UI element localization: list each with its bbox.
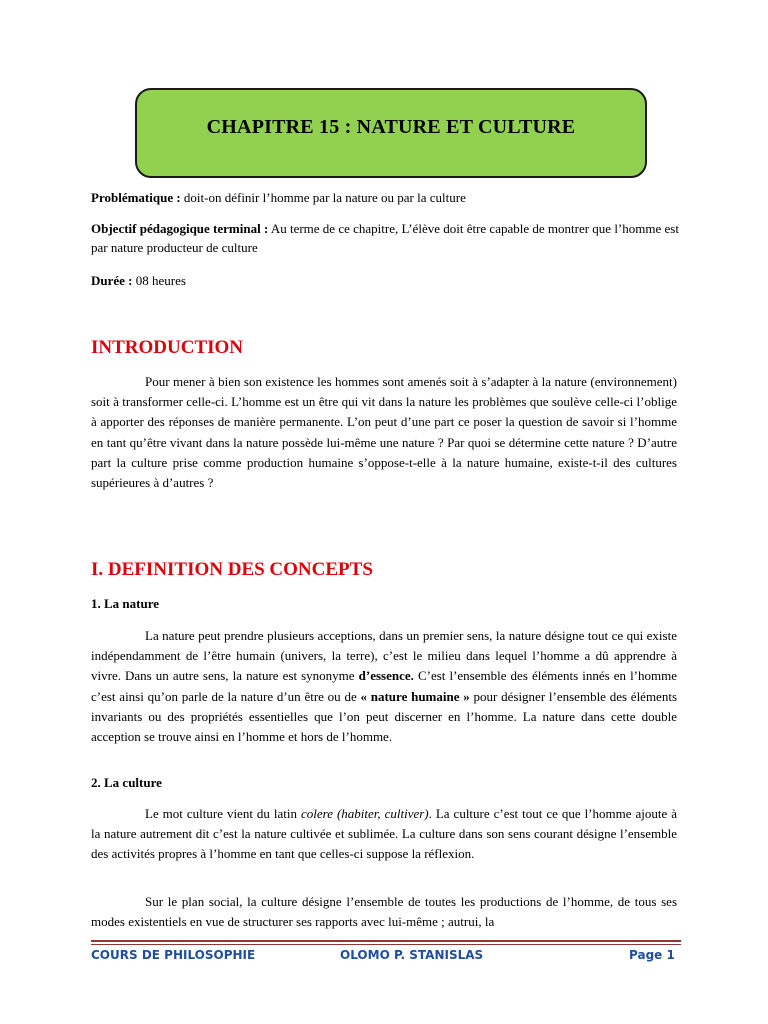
chapter-title: CHAPITRE 15 : NATURE ET CULTURE xyxy=(206,115,576,138)
culture-paragraph-2: Sur le plan social, la culture désigne l’ensemble de toutes les productions de l’homme, de tous ses modes existentiels en vue de structurer ses rapports avec lui-même ; autrui, la xyxy=(91,894,677,930)
problematique-label: Problématique : xyxy=(91,190,181,205)
section-definition-heading: I. DEFINITION DES CONCEPTS xyxy=(91,559,373,580)
culture-italic-latin: colere (habiter, cultiver) xyxy=(300,806,429,821)
nature-subheading: 1. La nature xyxy=(91,596,160,611)
nature-text-1: La nature peut prendre plusieurs acceptions, dans un premier sens, la nature désigne tout ce qui existe indépendamment de l’être humain (univers, la terre), c’est le milieu dans lequel l’homme a dû apprendre à vivre. Dans un autre sens, la nature est synonyme xyxy=(91,628,677,684)
objectif-label: Objectif pédagogique terminal : xyxy=(91,221,269,236)
footer-rule-thin xyxy=(91,944,681,945)
nature-paragraph xyxy=(91,626,677,747)
objectif-text: Au terme de ce chapitre, L’élève doit être capable de montrer que l’homme est par nature producteur de culture xyxy=(91,221,679,255)
problematique-text: doit-on définir l’homme par la nature ou par la culture xyxy=(180,190,466,205)
duree-text: 08 heures xyxy=(132,273,186,288)
chapter-title-box xyxy=(135,88,647,178)
problematique-line xyxy=(91,188,681,207)
culture-text-2: . La culture c’est tout ce que l’homme ajoute à la nature autrement dit c’est la nature cultivée et sublimée. La culture dans son sens courant désigne l’ensemble des activités propres à l’homme en tant que celles-ci suppose la réflexion. xyxy=(91,806,677,862)
objectif-line xyxy=(91,219,681,257)
introduction-heading: INTRODUCTION xyxy=(91,337,244,358)
nature-bold-essence: d’essence. xyxy=(358,668,414,684)
duree-line xyxy=(91,271,681,290)
footer-author: OLOMO P. STANISLAS xyxy=(340,948,484,962)
introduction-paragraph: Pour mener à bien son existence les hommes sont amenés soit à s’adapter à la nature (environnement) soit à transformer celle-ci. L’homme est un être qui vit dans la nature les problèmes que soulève celle-ci l’oblige à apporter des réponses de manière permanente. L’on peut d’une part ce poser la question de savoir si l’homme en tant qu’être vivant dans la nature possède lui-même une nature ? Par quoi se détermine cette nature ? D’autre part la culture prise comme production humaine s’oppose-t-elle à la nature humaine, existe-t-il des cultures supérieures à d’autres ? xyxy=(91,374,677,491)
nature-bold-humaine: « nature humaine » xyxy=(360,688,470,704)
culture-subheading: 2. La culture xyxy=(91,775,162,790)
nature-text-2: C’est l’ensemble des éléments innés en l’homme c’est ainsi qu’on parle de la nature d’un être ou de xyxy=(91,668,678,704)
culture-text-1: Le mot culture vient du latin xyxy=(145,806,301,821)
culture-paragraph-1 xyxy=(91,804,677,865)
nature-text-3: pour désigner l’ensemble des éléments invariants ou des propriétés essentielles que l’on peut discerner en l’homme. La nature dans cette double acception se trouve ainsi en l’homme et hors de l’homme. xyxy=(91,688,678,745)
duree-label: Durée : xyxy=(91,273,133,288)
footer-page-number: Page 1 xyxy=(629,948,675,962)
footer-course-name: COURS DE PHILOSOPHIE xyxy=(91,948,256,962)
footer-rule-thick xyxy=(91,940,681,942)
